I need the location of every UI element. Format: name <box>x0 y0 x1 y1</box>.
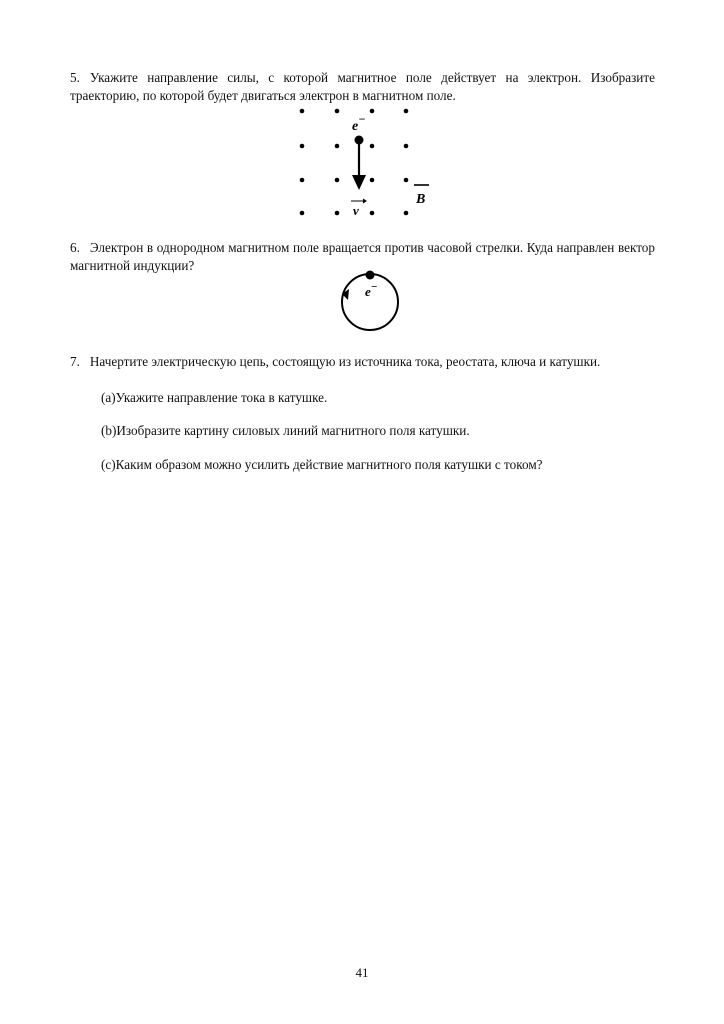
electron-label: e− <box>365 281 378 299</box>
question-6-number: 6. <box>70 240 80 255</box>
field-dot <box>370 144 375 149</box>
field-dot <box>335 178 340 183</box>
page-number: 41 <box>355 965 369 980</box>
question-6-text: Электрон в однородном магнитном поле вращается против часовой стрелки. Куда направлен вектор магнитной индукции? <box>70 240 655 273</box>
figure-electron-field <box>290 100 430 225</box>
question-7-subitem-c <box>101 456 543 474</box>
field-dot <box>300 109 305 114</box>
field-label <box>414 185 429 207</box>
field-dot <box>404 144 409 149</box>
question-5-text: Укажите направление силы, с которой магнитное поле действует на электрон. Изобразите траекторию, по которой будет двигаться электрон в магнитном поле. <box>70 70 655 103</box>
field-dot <box>300 144 305 149</box>
electron-label: e− <box>352 112 366 134</box>
figure-circular-orbit <box>330 266 410 336</box>
electron <box>366 271 375 280</box>
field-dot <box>404 211 409 216</box>
svg-text:B: B <box>416 192 426 207</box>
field-dot <box>370 109 375 114</box>
subitem-text: Укажите направление тока в катушке. <box>115 390 328 405</box>
svg-text:v: v <box>353 203 359 218</box>
question-7-subitem-b <box>101 422 470 440</box>
question-7-number: 7. <box>70 354 80 369</box>
field-dot <box>370 211 375 216</box>
field-dot <box>300 211 305 216</box>
subitem-label: (a) <box>101 390 116 405</box>
field-dot <box>404 178 409 183</box>
question-7 <box>70 353 655 371</box>
field-dot <box>335 211 340 216</box>
velocity-label <box>351 199 367 219</box>
subitem-label: (c) <box>101 457 116 472</box>
question-5-number: 5. <box>70 70 80 85</box>
field-dot <box>370 178 375 183</box>
velocity-arrow-head <box>352 175 366 190</box>
subitem-label: (b) <box>101 423 117 438</box>
subitem-text: Каким образом можно усилить действие магнитного поля катушки с током? <box>115 457 543 472</box>
field-dot <box>335 109 340 114</box>
subitem-text: Изобразите картину силовых линий магнитного поля катушки. <box>116 423 470 438</box>
question-7-text: Начертите электрическую цепь, состоящую из источника тока, реостата, ключа и катушки. <box>89 354 601 369</box>
question-7-subitem-a <box>101 389 327 407</box>
field-dot <box>404 109 409 114</box>
field-dot <box>300 178 305 183</box>
field-dot <box>335 144 340 149</box>
